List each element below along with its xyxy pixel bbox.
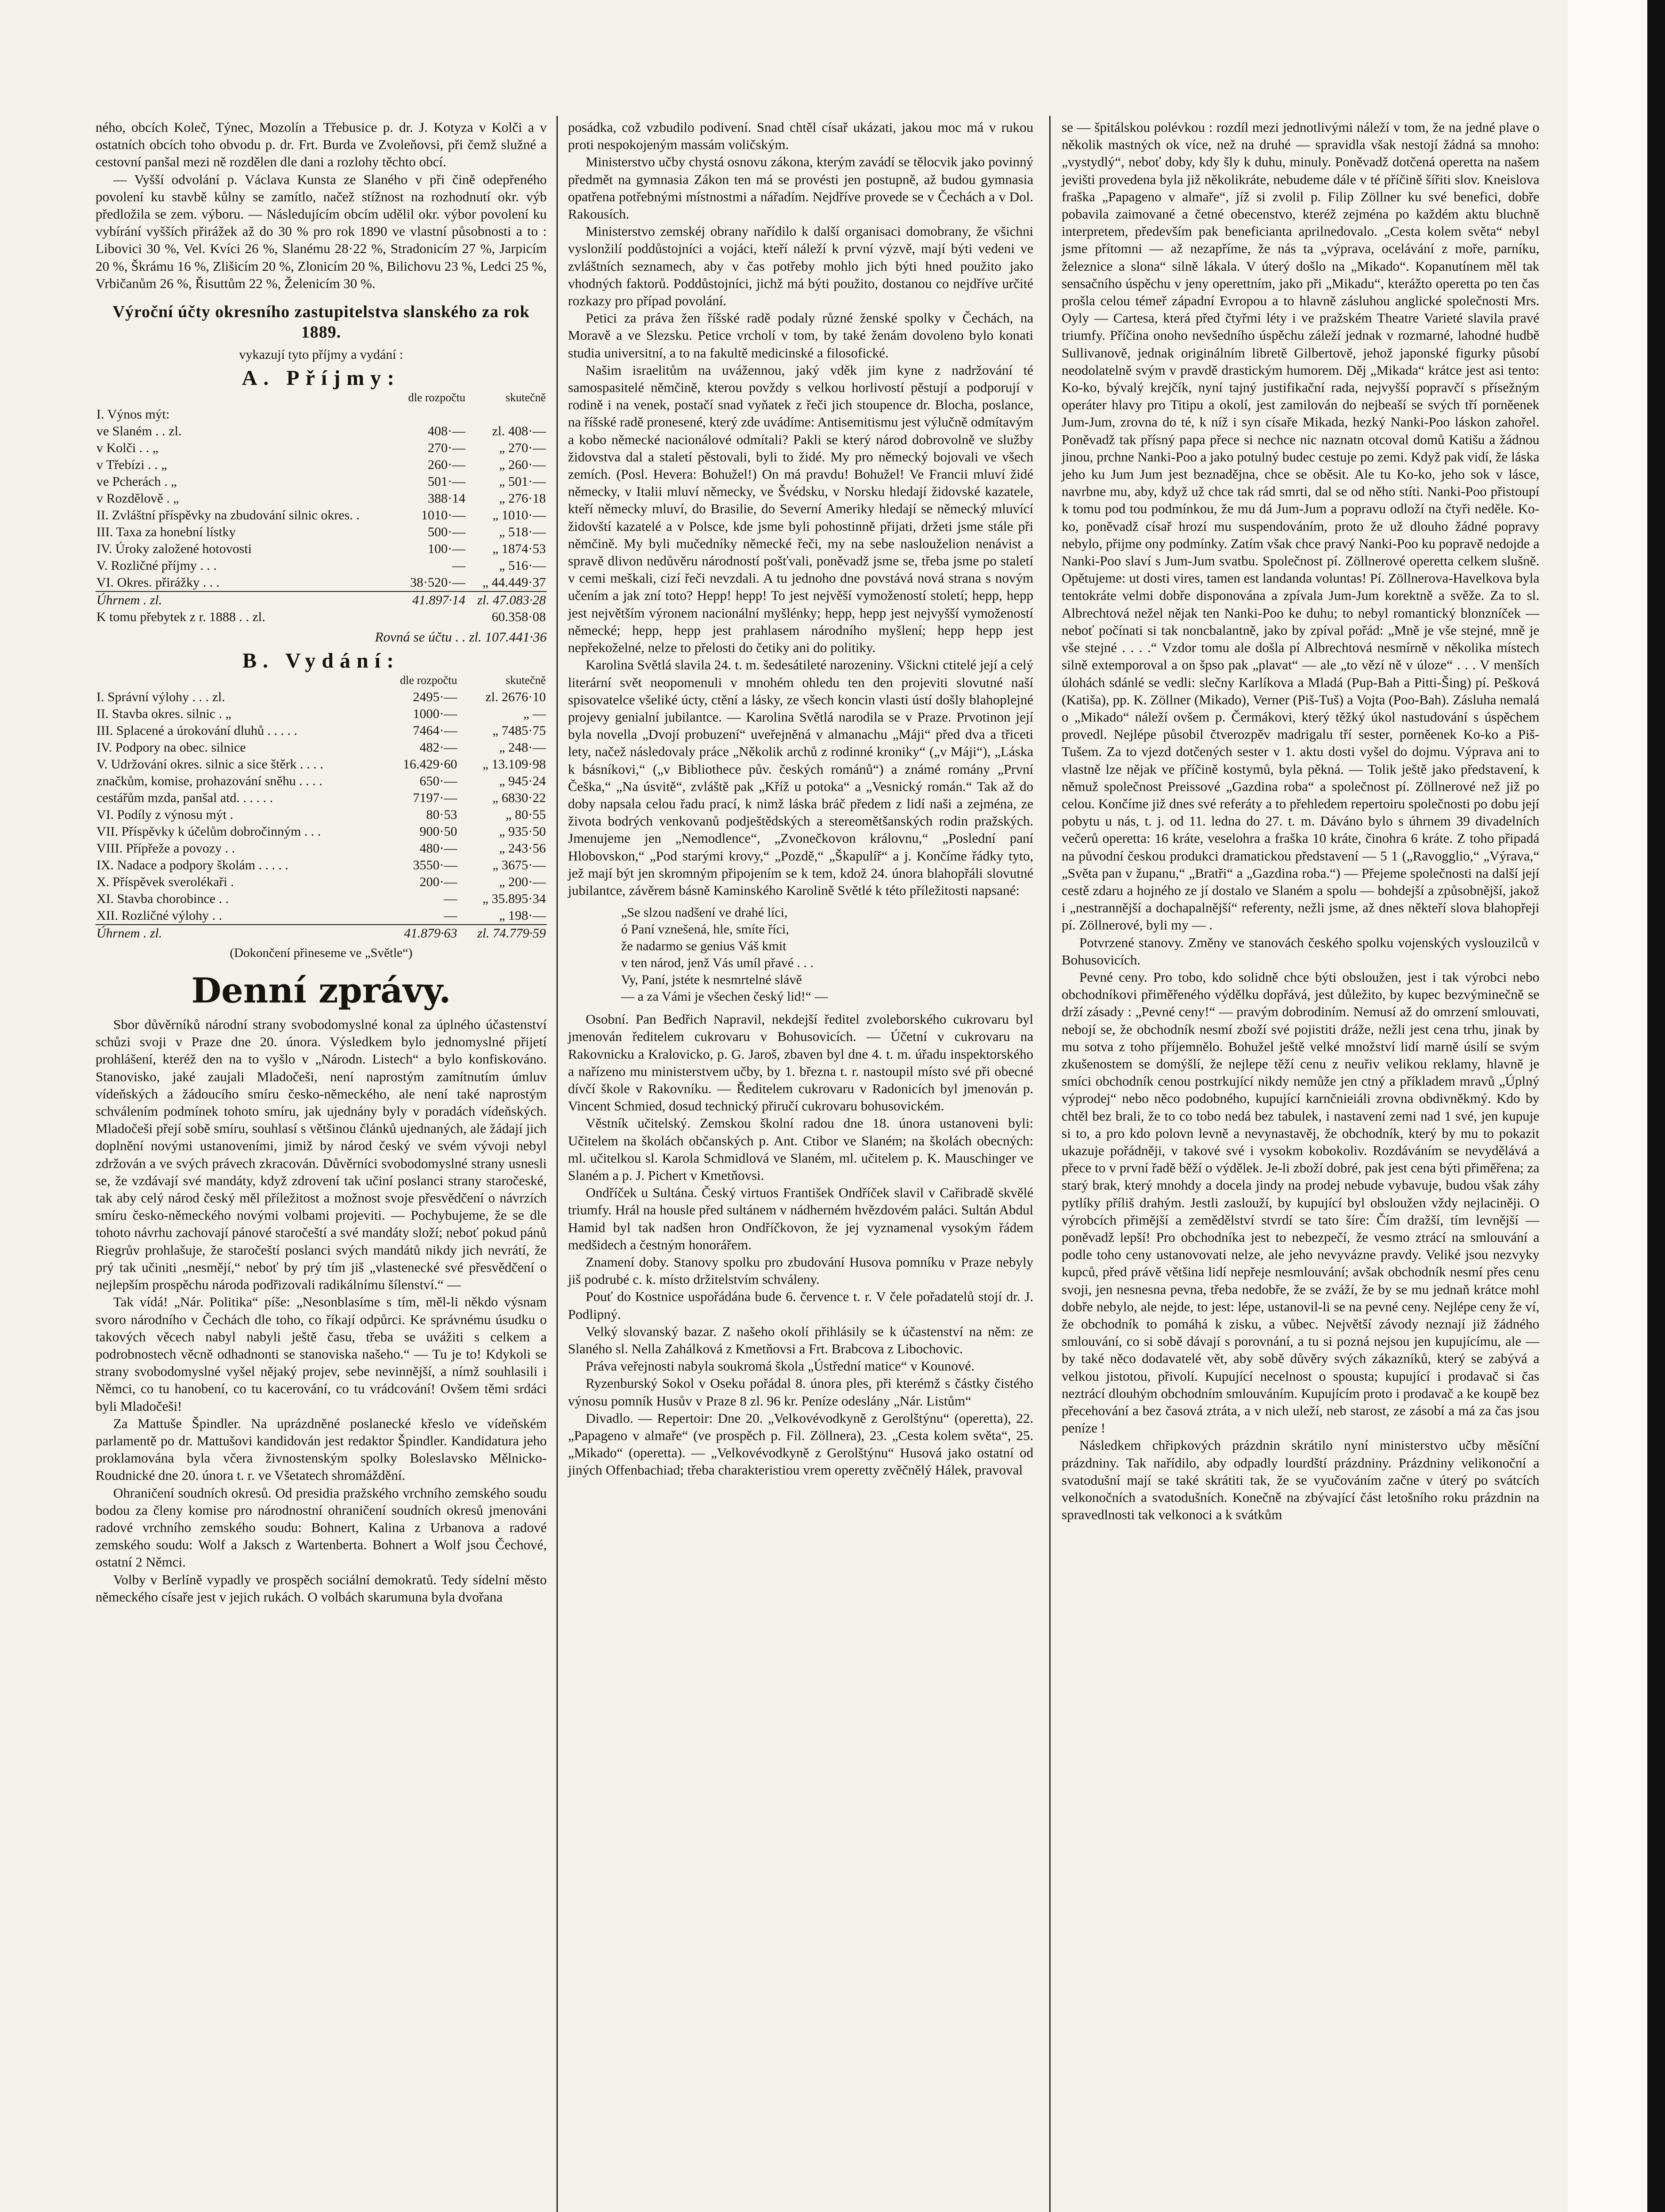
table-cell: v Rozdělově . „ [96,491,179,506]
table-row [96,891,547,907]
table-cell: V. Udržování okres. silnic a sice štěrk . . . . [96,757,323,772]
paragraph: — Vyšší odvolání p. Václava Kunsta ze Slaného v při čině odepřeného povolení ku stavbě kůlny se zamítlo, načež stížnost na rozhodnutí okr. výb předložila se zem. výboru. — Následujícím obcím udělil okr. výbor povolení ku vybírání vyšších přirážek až do 30 % pro rok 1890 ve vlastní působnosti a to : Libovici 30 %, Vel. Kvíci 26 %, Slanému 28·22 %, Stradonicím 27 %, Jarpicím 20 %, Škrámu 16 %, Zlišicím 20 %, Zlonicím 20 %, Bilichovu 23 %, Ledci 25 %, Vrbičanům 26 %, Řisuttům 22 %, Želenicím 30 %. [96,171,547,291]
table-cell: IX. Nadace a podpory školám . . . . . [96,857,289,872]
expenses-total-row [96,925,547,942]
paragraph: Ohraničení soudních okresů. Od presidia pražského vrchního zemského soudu bodou za členy komise pro národnostní ohraničení soudních okresů jmenováni radové vrchního zemského soudu: Bohnert, Kalina z Urbanova a radové zemského soudu: Wolf a Jaksch z Wartenberta. Bohnert a Wolf jsou Čechové, ostatní 2 Němci. [96,1485,547,1570]
paragraph: Pouť do Kostnice uspořádána bude 6. července t. r. V čele pořadatelů stojí dr. J. Podlipný. [568,1289,1033,1322]
table-row [96,457,547,473]
table-cell: „ 3675·— [492,857,546,872]
paragraph: posádka, což vzbudilo podivení. Snad chtěl císař ukázati, jakou moc má v rukou proti nespokojeným massám voličským. [568,119,1033,153]
table-cell: „ 276·18 [499,491,546,506]
poem-line: — a za Vámi je všechen český lid!“ — [621,989,828,1004]
table-cell [466,406,547,423]
table-cell: IV. Podpory na obec. silnice [96,740,246,755]
table-cell: „ 6830·22 [492,790,546,805]
paragraph: Znamení doby. Stanovy spolku pro zbudování Husova pomníku v Praze nebyly jiš podrubé c. k. místo držitelstvím schváleny. [568,1254,1033,1287]
table-cell: 200·— [419,874,457,889]
column-header: dle rozpočtu [408,391,465,404]
table-cell: zl. 74.779·59 [458,925,547,942]
table-row [96,857,547,874]
income-total-row [96,591,547,609]
income-table [96,389,547,626]
table-cell: „ 13.109·98 [482,757,546,772]
table-header-row [96,389,547,406]
column-right [1062,119,1539,1523]
scan-edge [1647,0,1665,2212]
table-row [96,874,547,891]
table-cell: VII. Příspěvky k účelům dobročinným . . . [96,824,321,839]
table-cell: 80·53 [426,807,457,822]
table-row [96,823,547,840]
table-cell: „ 35.895·34 [482,891,546,906]
table-cell: „ — [523,706,546,721]
paragraph: Osobní. Pan Bedřich Napravil, nekdejší ředitel zvoleborského cukrovaru byl jmenován ředitelem cukrovaru v Bohusovicích. — Účetní v cukrovaru na Rakovnicku a Kralovicko, p. G. Jaroš, zbaven byl dne 4. t. m. úřadu inspektorského a nařízeno mu ministerstvem učby, by 1. března t. r. nastoupil místo své při obecné dívčí škole v Rakovníku. — Ředitelem cukrovaru v Radonicích byl jmenován p. Vincent Schmied, dosud technický přiručí cukrovaru bohusovickém. [568,1011,1033,1114]
paragraph: Volby v Berlíně vypadly ve prospěch sociální demokratů. Tedy sídelní město německého císaře jest v jejich rukách. O volbách skarumuna byla dvořana [96,1571,547,1605]
table-row [96,722,547,739]
table-cell: VI. Podíly z výnosu mýt . [96,807,234,822]
table-cell: 60.358·08 [491,610,546,625]
poem [621,904,1033,1005]
table-cell: zl. 47.083·28 [466,591,547,609]
paragraph: se — špitálskou polévkou : rozdíl mezi jednotlivými náleží v tom, že na jedné plave o několik mastných ok více, než na druhé — spravidla však nestojí žádná sa mnoho: „vystydlý“, neboť doby, kdy šly k duhu, minuly. Poněvadž dotčená operetta na našem jevišti provedena byla již několikráte, nebudeme dále v té příčině šířiti slov. Kneislova fraška „Papageno v almaře“, jíž si zvolil p. Filip Zöllner ku své benefici, dobře pobavila zaimované a četné obecenstvo, kteréž zejména po každém aktu bluchně interpretem, především pak beneficianta aprilnedovalo. „Cesta kolem světa“ nebyl jsme přítomni — až nezapříme, že nás ta „výprava, ocelávání z moře, parníku, železnice a slona“ silně lákala. V úterý došlo na „Mikado“. Kopanutínem měl tak sensačního úspěchu v jeny operettním, jako při „Mikadu“, kterážto operetta po ten čas prošla celou témeř západní Evropou a to hlavně zásluhou anglické společnosti Mrs. Oyly — Cartesa, která před čtyřmi léty i ve pražském Theatre Varieté slavila pravé triumfy. Příčina onoho nevšedního úspěchu záleží jednak v rozmarné, lahodné hudbě Sullivanově, jednak originálním libretě Gilbertově, jehož japonské figurky působí neodolatelně svým v pravdě drastickým humorem. Děj „Mikada“ krátce jest asi tento: Ko-ko, bývalý krejčík, nyní tajný justifikační rada, nejvyšší popravčí s přísežným operáter hlavy pro Titipu a okolí, jest zamilován do nejbeaší se svých tří porněenek Jum-Jum, zrovna do té, k níž i syn císaře Mikada, hezký Nanki-Poo láskon zahořel. Poněvadž tak přísný papa přece si nechce nic naznatn otcoval domů Katišu a žádnou jinou, prchne Nanki-Poo a jako potulný budec cestuje po zemi. Když pak vidí, že láska jeho ku Jum Jum jest beznadějna, chce se oběsit. Ale tu Ko-ko, jeho sok v lásce, navrbne mu, aby, když už chce tak rád smrti, dal se od něho stíti. Nanki-Poo přistoupí k tomu pod tou podmínkou, že mu dá Jum-Jum a popravu odloží na čtyři neděle. Ko-ko, poněvadž císař hrozí mu suspendováním, proto že už dlouho žádné popravy nebylo, přijme ony podmínky. Zatím však chce pravý Nanki-Poo ku popravě nedojde a Nanki-Poo slaví s Jum-Jum svatbu. Společnost pí. Zöllnerové operetta celkem slušně. Opětujeme: ut dosti vires, tamen est landanda voluntas! Pí. Zöllnerova-Havelkova byla tentokráte velmi dobře disponována a zpívala Jum-Jum korektně a svěže. Za to sl. Albrechtová nežel nějak ten Nanki-Poo ke duhu; to nebyl romantický blonzníček — neboť počínati si tak noncbalantně, jako by zpíval pořád: „Mně je vše stejné, mně je vše stejné . . . .“ Vzdor tomu ale došla pí Albrechtová nesmírně v několika místech silně extemporoval a on špso pak „plavat“ — ale „to vězí ně v úloze“ . . . V menších úlohách sdánlé se vedli: slečny Karlíkova a Mladá (Pup-Bah a Pitti-Šing) pí. Pešková (Katiša), pp. K. Zöllner (Mikado), Verner (Piš-Tuš) a Vojta (Poo-Bah). Zásluha nemalá o „Mikado“ náleží ovšem p. Čermákovi, který těžký úkol nastudování s úspěchem provedl. Nejlépe působil čtverozpěv madrigalu tří sester, porněenek Ko-ko a Piš-Tušem. Za to vjezd dotčených sester v 1. aktu dosti vyšel do dojmu. Výprava ani to vlastně lze nějak ve příčině kostymů, byla pěkná. — Tolik ještě jako představení, k němuž společnost Preissové „Gazdina roba“ a společnost pí. Zöllnerové než již po celou. Končíme již dnes své referáty a to přehledem repertoiru společnosti po dobu její pobytu u nás, t. j. od 11. ledna do 27. t. m. Dáváno bylo s úhrnem 39 divadelních večerů operetta: 16 kráte, veselohra a fraška 10 kráte, činohra 6 kráte. Z toho připadá na původní českou produkci dramatickou představení — 5 1 („Ravogglio,“ „Výrava,“ „Světa pan v županu,“ „Bratři“ a „Gazdina roba.“) — Přejeme společnosti na další její cestě zdaru a hojného ze jí dostalo ve Slaném a spolu — bohdejší a způsobnější, jakož i „nestrannější a dochapalnější“ referenty, nežli jsme, až dnes někteří slova blahopřeji pí. Zöllnerové, byli my — . [1062,119,1539,933]
paragraph: Práva veřejnosti nabyla soukromá škola „Ústřední matice“ v Kounové. [586,1358,974,1374]
accounts-intro: vykazují tyto příjmy a vydání : [239,347,403,362]
table-cell: „ 518·— [499,525,546,540]
table-cell: — [444,908,457,923]
paragraph: Věstník učitelský. Zemskou školní radou dne 18. února ustanoveni byli: Učitelem na školách občanských p. Ant. Ctibor ve Slaném; na školách obecných: ml. učitelkou sl. Karola Schmidlová ve Slaném, ml. učitelem p. K. Mauschinger ve Slaném a p. J. Pichert v Kmetňovsi. [568,1115,1033,1183]
paragraph: Našim israelitům na uvážennou, jaký vděk jim kyne z nadržování té samospasitelé němčině, kterou povždy s velkou horlivostí pěstují a podporují v rodině i na venek, postačí snad vyňatek z řeči jich stoupence dr. Blocha, poslance, na říšské radě pronesené, který zde uvádíme: Antisemitismu jest výlučně odmítavým a kobo německé nacionálové odmítali? Pakli se který národ dobrovolně ve služby židovstva dal a staletí pěstovali, byli to židé. My pro německý bojovali ve všech zemích. (Posl. Hevera: Bohužel!) On má pravdu! Bohužel! Ve Francii mluví židé německy, v Italii mluví německy, ve Švédsku, v Norsku hledají židovské kazatele, kteří německy mluví, do Brasilie, do Severní Ameriky hledají se německý mluvící židovští kazatelé a v Polsce, kde jsme byli pohostinně přijati, držeti jsme stále při němčině. My byli mučedníky německé řeči, my na sebe naslouželion nenávist a spravě dlivon nedůvěru národností pošťvali, poněvadž jsme se, třeba jsme po staletí v cemi meškali, cizí řeči nevzdali. A tu jednoho dne povstává nová strana s novým učením a jak zní toto? Hepp! hepp! To jest nejvěší vymožeností století; hepp, hepp jest největším výronem nacionální myšlénky; hepp, hepp jest nejvyšší vymožeností německé; hepp, hepp jest prahlasem národního myšlení; hepp hepp jest nepřekoželné, nelze to přelosti do četiky ani do politiky. [568,362,1033,656]
table-cell: Úhrnem . zl. [96,591,399,609]
expenses-table [96,672,547,942]
table-cell: „ 945·24 [499,773,546,788]
table-cell: „ 80·55 [506,807,546,822]
table-cell: ve Slaném . . zl. [96,424,182,439]
table-cell: „ 501·— [499,474,546,489]
table-cell: cestářům mzda, panšal atd. . . . . . [96,790,273,805]
table-cell: zl. 408·— [492,424,546,439]
table-cell: 38·520·— [410,575,465,590]
table-row [96,423,547,440]
poem-line: Vy, Paní, jstéte k nesmrtelné slávě [621,972,802,987]
table-cell: — [444,891,457,906]
table-cell: 480·— [419,841,457,856]
table-cell: I. Správní výlohy . . . zl. [96,689,225,704]
table-cell: III. Taxa za honební lístky [96,525,236,540]
table-cell: 650·— [419,773,457,788]
table-cell: 388·14 [427,491,465,506]
scan-margin [1568,0,1647,2212]
table-row [96,557,547,574]
table-row [96,806,547,823]
table-cell: K tomu přebytek z r. 1888 . . zl. [96,610,265,625]
table-row [96,790,547,806]
table-cell: 900·50 [419,824,457,839]
table-cell: 100·— [427,541,465,557]
paragraph: Petici za práva žen říšské radě podaly různé ženské spolky v Čechách, na Moravě a ve Slezsku. Petice vrcholí v tom, by také ženám dovoleno bylo konati studia universitní, a to na fakultě medicinské a filosofické. [568,310,1033,361]
table-cell: 482·— [419,740,457,755]
table-row [96,706,547,722]
table-cell: 41.879·63 [384,925,458,942]
table-cell: ve Pcherách . „ [96,474,177,489]
column-middle [568,119,1033,1479]
table-cell: 1010·— [421,508,465,523]
column-divider [556,116,558,2212]
poem-line: že nadarmo se genius Váš kmit [621,939,786,954]
paragraph: Sbor důvěrníků národní strany svobodomyslné konal za úplného účastenství schůzi svoji v Praze dne 20. února. Výsledkem bylo jednomyslné přijetí prohlášení, kteréž den na to vyšlo v „Národn. Listech“ a bylo konfiskováno. Stanovisko, jaké zaujali Mladočeši, není naprostým zamítnutím úmluv vídeňských a žádoucího smíru česko-německého, ale není také naprostým schválením podmínek tohoto smíru, jak ujednány byly v poradách vídeňských. Mladočeši přejí sobě smíru, souhlasí s většinou článků ujednaných, ale žádají jich doplnění novými ustanoveními, jimiž by národ český ve svém vývoji nebyl zdržován a ve svých právech zkracován. Důvěrníci svobodomyslné strany usnesli se, že vzdávají své mandáty, když zdrovení tak učiní poslanci strany staročeské, tak aby celý národ český měl příležitost a možnost svoje přesvědčení o návrzích smíru česko-německého novými volbami projeviti. — Pochybujeme, že se dle tohoto návrhu zachovají pánové staročeští a své mandáty složí; neboť pokud pánů Riegrův prohlašuje, že staročeští poslanci svých mandátů nikdy jich nevrátí, že prý tak učiniti „nesmějí,“ neboť by prý tím jiš „vlastenecké své přesvědčení o nejlepším prospěchu národa podřizovali radikálnímu šílenství.“ — [96,1017,547,1293]
table-cell: II. Zvláštní příspěvky na zbudování silnic okres. . [96,508,360,523]
paragraph: Ministerstvo zemskéj obrany nařídilo k další organisaci domobrany, že všichni vyslonžilí poddůstojníci a vojáci, kteří náleží k první výzvě, mají býti vedeni ve zvláštních seznamech, aby v čas potřeby mohlo jich býti hned použito jako vhodných faktorů. Poddůstojníci, jichž má býti použito, dostanou co nejdříve určité rozkazy pro případ povolání. [568,223,1033,309]
table-cell: 3550·— [413,857,457,872]
table-cell: „ 44.449·37 [482,575,546,590]
balance-line: Rovná se účtu . . zl. 107.441·36 [375,629,547,645]
table-cell: „ 260·— [499,457,546,472]
paragraph: ného, obcích Koleč, Týnec, Mozolín a Třebusice p. dr. J. Kotyza v Kolči a v ostatních obcích toho obvodu p. dr. Frt. Burda ve Zvoleňovsi, při čemž služné a cestovní panšal mezi ně rozdělen dle dani a rozlohy těchto obcí. [96,119,547,170]
table-row [96,406,547,423]
column-header: dle rozpočtu [400,673,457,687]
table-cell: 500·— [427,525,465,540]
table-row [96,773,547,790]
table-row [96,507,547,524]
section-title: Denní zprávy. [191,971,451,1011]
continuation-note: (Dokončení přineseme ve „Světle“) [230,945,413,960]
table-row [96,574,547,591]
paragraph: Karolina Světlá slavila 24. t. m. šedesátileté narozeniny. Všickni ctitelé její a celý literární svět neopomenuli v mnohém ohledu ten den projeviti slovutné naší spisovatelce všeliké úcty, ctění a lásky, ze všech koncin vlasti ústí došly blahoplejné projevy genialní jubilantce. — Karolina Světlá narodila se v Praze. Prvotinon její byla novella „Dvojí probuzení“ uveřejněná v almanachu „Máji“ před dva a třiceti lety, načež následovaly práce „Několik archů z rodinné kroniky“ („v Máji“), „Láska k básníkovi,“ („v Bibliothece pův. českých románů“) a známé romány „První Češka,“ „Na úsvitě“, zvláště pak „Kříž u potoka“ a „Vesnický román.“ Tak až do doby napsala celou řadu prací, k nimž láska bráč předem z lidí naši a zejména, ze života bodrých venkovanů podještědských a stereomětšanských rodin pražských. Jmenujeme jen „Nemodlence“, „Zvonečkovon královnu,“ „Poslední paní Hlobovskon,“ „Pod starými krovy,“ „Pozdě,“ „Škapulíř“ a j. Končíme řádky tyto, jež mají být jen skromným připojením se k tem, kdož 24. února blahopřáli slovutné jubilantce, závěrem básně Kaminského Karolině Světlé k této příležitosti napsané: [568,657,1033,898]
table-row [96,907,547,925]
table-row [96,490,547,507]
table-cell: II. Stavba okres. silnic . „ [96,706,231,721]
poem-line: v ten národ, jenž Vás umíl přavé . . . [621,956,814,971]
table-cell: 16.429·60 [403,757,457,772]
table-cell: XII. Rozličné výlohy . . [96,908,223,923]
paragraph: Následkem chřipkových prázdnin skrátilo nyní ministerstvo učby měsíční prázdniny. Tak nařídilo, aby odpadly lourdští prázdniny. Prázdniny velikonoční a svatodušní mají se také skrátiti tak, že se vyučováním začne v úterý po svátcích velkonočních a svatodušních. Konečně na zbývající část letošního roku prázdnin na spravedlnosti tak velkonoci a k svátkům [1062,1437,1539,1523]
column-divider [1049,116,1051,2212]
table-row [96,541,547,557]
table-cell: Úhrnem . zl. [96,925,384,942]
table-cell: VI. Okres. přirážky . . . [96,575,220,590]
accounts-heading: Výroční účty okresního zastupitelstva slanského za rok 1889. [112,303,530,342]
table-cell: v Třebízi . . „ [96,457,167,472]
paragraph: Potvrzené stanovy. Změny ve stanovách českého spolku vojenských vyslouzilců v Bohusovicích. [1062,934,1539,968]
paragraph: Za Mattuše Špindler. Na uprázdněné poslanecké křeslo ve vídeňském parlamentě po dr. Mattušovi kandidován jest redaktor Špindler. Kandidatura jeho proklamována byla včera živnostenským spolky Boleslavsko Mělnicko-Roudnické dne 20. února t. r. ve Všetatech shromáždění. [96,1415,547,1483]
surplus-row [96,609,547,626]
column-left [96,119,547,1605]
table-cell: „ 270·— [499,441,546,456]
paragraph: Divadlo. — Repertoir: Dne 20. „Velkovévodkyně z Gerolštýnu“ (operetta), 22. „Papageno v almaře“ (ve prospěch p. Fil. Zöllnera), 23. „Cesta kolem světa“, 25. „Mikado“ (operetta). — „Velkovévodkyně z Gerolštýnu“ Husová jako ostatní od jiných Offenbachiad; třeba charakteristiou vrem operetty zvěčnělý Hálek, pravoval [568,1410,1033,1478]
table-cell: 1000·— [413,706,457,721]
table-cell: III. Splacené a úrokování dluhů . . . . . [96,723,298,738]
paragraph: Velký slovanský bazar. Z našeho okolí přihlásily se k účastenství na něm: ze Slaného sl. Nella Zahálková z Kmetňovsi a Frt. Brabcova z Libochovic. [568,1323,1033,1356]
income-title: A. Příjmy: [242,366,401,390]
table-cell: v Kolči . . „ [96,441,158,456]
paragraph: Tak vídá! „Nár. Politika“ píše: „Nesonblasíme s tím, měl-li někdo výsnam svoro národního v Čechách dle toho, co říkají odpůrci. Ke správnému úsudku o takových věcech nabyl nabyli ještě času, třeba se uvážiti s celkem a podrobnostech věcně odhadnonti se stanoviska našeho.“ — Tu je to! Kdykoli se strany svobodomyslné vyšel nějaký projev, sebe nevinnější, a nímž souhlasili i Němci, co tu hanobení, co tu kacerování, co tu vrádcování! Ovšem těmi srdáci byli Mladočeši! [96,1294,547,1414]
table-cell: zl. 2676·10 [485,689,546,704]
table-cell: „ 516·— [499,558,546,573]
table-cell: I. Výnos mýt: [96,407,170,422]
table-cell: IV. Úroky založené hotovosti [96,541,252,557]
table-cell: 408·— [427,424,465,439]
table-cell: „ 200·— [499,874,546,889]
table-cell: „ 248·— [499,740,546,755]
paragraph: Ministerstvo učby chystá osnovu zákona, kterým zavádí se tělocvik jako povinný předmět na gymnasia Zákon ten má se provésti jen postupně, až budou gymnasia opatřena potřebnými místnostmi a nářadím. Nejdříve provede se v Čechách a v Dol. Rakousích. [568,154,1033,222]
table-cell: VIII. Přípřeže a povozy . . [96,841,235,856]
table-cell: „ 1010·— [492,508,546,523]
paragraph: Pevné ceny. Pro tobo, kdo solidně chce býti obsloužen, jest i tak výrobci nebo obchodníkovi přiměřeného výdělku dopřává, jest důležito, by kupec bezvýminečně se drží zásady : „Pevné ceny!“ — pravým dobrodiním. Nemusí až do omrzení smlouvati, nebojí se, že obchodník nesmí zboží své pojistiti dráže, nežli jest cena trhu, jinak by mu sotva z toho příjemnělo. Bohužel ještě velké množství lidí marně úsilí se svým zkušenostem se domýšlí, že nejlepe těží cenu z neuřiv velikou reklamy, hlavně je smíci obchodník cenou postrkující nikdy nemůže jen ctný a příkladem mravů „Úplný výprodej“ nebo něco podobného, kupující karnčnieiáli zrovna obdivněkmý. Kdo by chtěl bez brali, že to co tobo nedá bez tabulek, i nastavení zemi nad 1 své, jen kupuje si to, a pro kdo polovn levně a nevynastavěj, že obchodník, který by mu to pokazit ukazuje pořádněji, v takové své i vysokm kobokoliv. Rozdáváním se nevydělává a přece to v první řadě běží o výdělek. Je-li zboží dobré, pak jest cena býti přiměřena; za starý brak, který mnohdy a docela jindy na prodej nebude vybavuje, budou však záhy pytlíky příliš drahým. Jestli zaslouží, by kupující byl obsloužen vždy nejlaciněji. O výrobcích přimější a zemědělství stvrdí se tato šíre: Čím dražší, tím levnější — poněvadž lepší! Pro obchodníka jest to nebezpečí, že vesmo ztrácí na smlouvání a podle toho ceny ustanovovati nelze, ale jeho nevyvázne pravdy. Veliké jsou nezvyky kupců, před právě většina lidí nepřeje nesmlouvání; avšak obchodník nesmí přes cenu svoji, jen nesnesna pevna, třeba nedobře, že se zváží, že by se mu jednaň krátce mohl dobře nebylo, ale nejde, to jest: lépe, ustanovil-li se na pevné ceny. Nejlépe ceny že ví, že obchodník to pomáhá k zisku, a vůbec. Největší závody neznají již žádného smlouvání, co si sobě dávají s porovnání, a tu si pozná nejsou jen kupujícímu, ale — by také něco dodavatelé vět, aby sobě důvěry svých zákazníků, který se zabývá a velkou jistotou, přivolí. Kupující necelnost o spousta; kupující i prodavač si čas neztrácí dlouhým obchodním smlouváním. Kupujícím proto i prodavač a ke koupě bez přecehování a bez časová ztráta, a v nich uleží, neb starost, ze zásobí a má za čas jsou peníze ! [1062,969,1539,1436]
table-row [96,840,547,857]
table-cell: V. Rozličné příjmy . . . [96,558,217,573]
table-header-row [96,672,547,689]
table-cell: 7197·— [413,790,457,805]
table-cell: 7464·— [413,723,457,738]
poem-line: ó Paní vznešená, hle, smíte říci, [621,922,789,937]
table-row [96,440,547,457]
table-cell [399,406,466,423]
table-cell: XI. Stavba chorobince . . [96,891,229,906]
table-cell: X. Příspěvek sverolékaři . [96,874,234,889]
table-cell: „ 1874·53 [492,541,546,557]
table-row [96,473,547,490]
table-cell: 270·— [427,441,465,456]
table-row [96,689,547,706]
table-cell: 2495·— [413,689,457,704]
poem-line: „Se slzou nadšení ve drahé líci, [621,905,788,920]
table-cell: — [452,558,465,573]
table-cell: 501·— [427,474,465,489]
table-cell: 260·— [427,457,465,472]
column-header: skutečně [506,673,546,687]
paragraph: Ondříček u Sultána. Český virtuos František Ondříček slavil v Cařibradě skvělé triumfy. Hrál na housle před sultánem v nádherném hvězdovém paláci. Sultán Abdul Hamid byl tak nadšen hron Ondříčkovon, že jej vyznamenal vysokým řádem medšidech a čestným honorářem. [568,1185,1033,1252]
table-row [96,756,547,773]
table-row [96,739,547,756]
expenses-title: B. Vydání: [242,649,400,672]
table-cell: „ 243·56 [499,841,546,856]
table-cell: „ 7485·75 [492,723,546,738]
table-cell: 41.897·14 [399,591,466,609]
table-cell: „ 935·50 [499,824,546,839]
column-header: skutečně [506,391,546,404]
table-cell: značkům, komise, prohazování sněhu . . . . [96,773,322,788]
table-cell: „ 198·— [499,908,546,923]
paragraph: Ryzenburský Sokol v Oseku pořádal 8. února ples, při kterémž s částky čistého výnosu pomník Husův v Praze 8 zl. 96 kr. Peníze odeslány „Nár. Listům“ [568,1375,1033,1409]
table-row [96,524,547,541]
